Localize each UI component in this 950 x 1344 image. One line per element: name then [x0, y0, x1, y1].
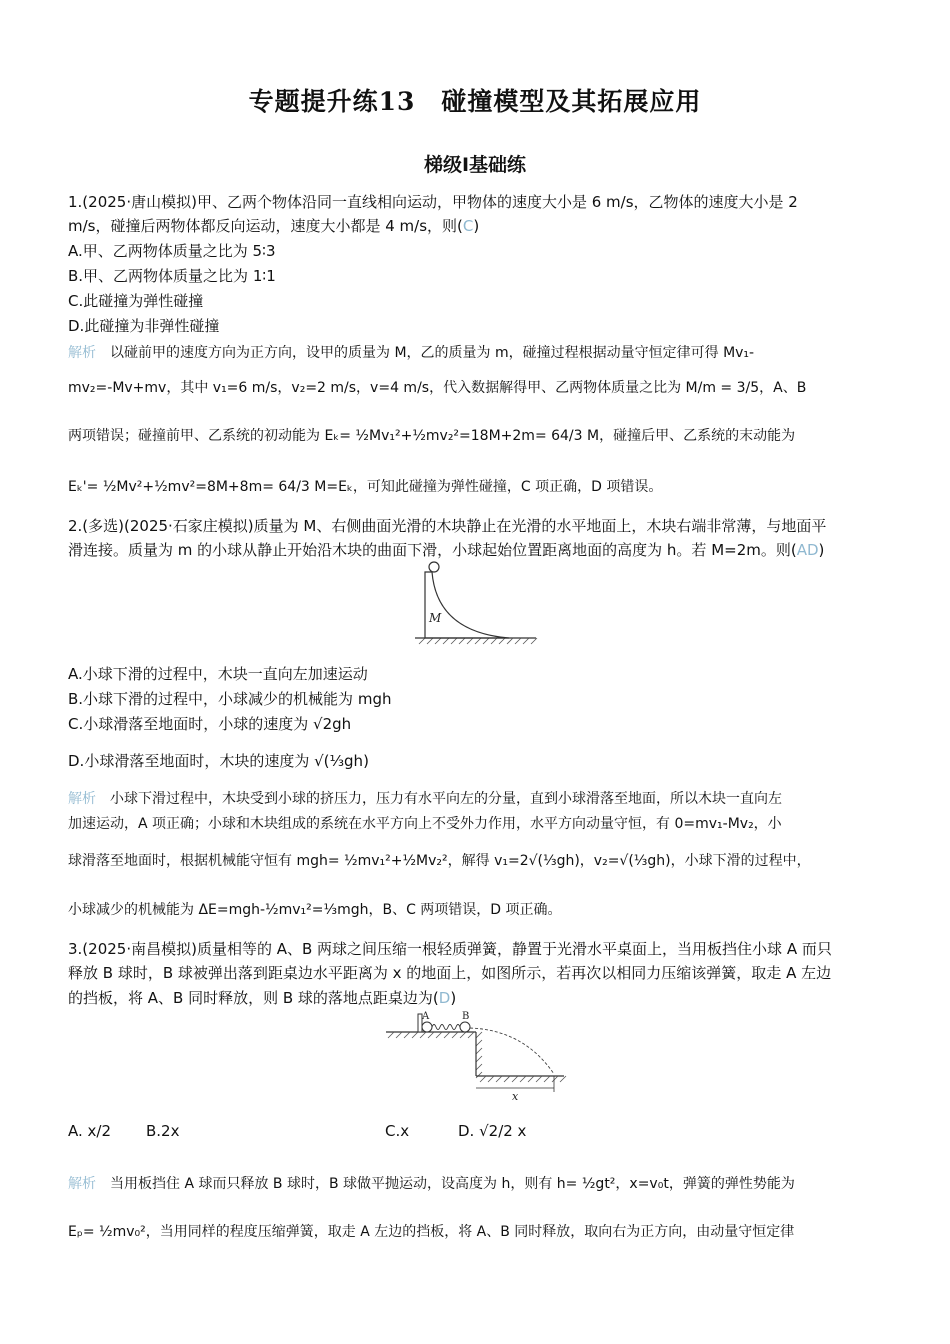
q1-option-d: D.此碰撞为非弹性碰撞 — [68, 317, 220, 335]
q1-stem-line-2: m/s，碰撞后两物体都反向运动，速度大小都是 4 m/s，则(C) — [68, 217, 480, 235]
q3-figure-label-x: x — [512, 1090, 519, 1103]
page-title: 专题提升练13 碰撞模型及其拓展应用 — [248, 87, 702, 116]
q1-stem-line-1: 1.(2025·唐山模拟)甲、乙两个物体沿同一直线相向运动，甲物体的速度大小是 6 m/s，乙物体的速度大小是 2 — [68, 193, 798, 211]
q2-analysis-line-1: 解析 小球下滑过程中，木块受到小球的挤压力，压力有水平向左的分量，直到小球滑落至地面，所以木块一直向左 — [68, 791, 782, 807]
q3-figure-spring-table — [384, 1008, 569, 1104]
q2-figure-label-m: M — [429, 611, 442, 625]
q2-option-d: D.小球滑落至地面时，木块的速度为 √(⅓gh) — [68, 752, 369, 770]
q2-analysis-line-2: 加速运动，A 项正确；小球和木块组成的系统在水平方向上不受外力作用，水平方向动量守恒，有 0=mv₁-Mv₂，小 — [68, 816, 782, 832]
q2-option-a: A.小球下滑的过程中，木块一直向左加速运动 — [68, 665, 368, 683]
q1-option-b: B.甲、乙两物体质量之比为 1∶1 — [68, 267, 276, 285]
q2-analysis-label: 解析 — [68, 791, 96, 807]
q3-stem-line-2: 释放 B 球时，B 球被弹出落到距桌边水平距离为 x 的地面上，如图所示，若再次以相同力压缩该弹簧，取走 A 左边 — [68, 964, 832, 982]
q1-analysis-label: 解析 — [68, 345, 96, 361]
q2-stem-line-1: 2.(多选)(2025·石家庄模拟)质量为 M、右侧曲面光滑的木块静止在光滑的水平地面上，木块右端非常薄，与地面平 — [68, 517, 827, 535]
q1-option-c: C.此碰撞为弹性碰撞 — [68, 292, 204, 310]
q2-option-c: C.小球滑落至地面时，小球的速度为 √2gh — [68, 715, 352, 733]
section-heading: 梯级Ⅰ基础练 — [423, 154, 527, 176]
q3-analysis-line-1: 解析 当用板挡住 A 球而只释放 B 球时，B 球做平抛运动，设高度为 h，则有 h= ½gt²，x=v₀t，弹簧的弹性势能为 — [68, 1176, 795, 1192]
q2-analysis-line-4: 小球减少的机械能为 ΔE=mgh-½mv₁²=⅓mgh，B、C 两项错误，D 项正确。 — [68, 902, 562, 918]
q1-analysis-line-3: 两项错误；碰撞前甲、乙系统的初动能为 Eₖ= ½Mv₁²+½mv₂²=18M+2m= 64/3 M，碰撞后甲、乙系统的末动能为 — [68, 428, 796, 444]
q1-answer: C — [462, 217, 474, 235]
q3-answer: D — [438, 989, 451, 1007]
q3-analysis-label: 解析 — [68, 1176, 96, 1192]
q3-option-b: B.2x — [146, 1122, 180, 1140]
q1-analysis-line-2: mv₂=-Mv+mv，其中 v₁=6 m/s，v₂=2 m/s，v=4 m/s，代入数据解得甲、乙两物体质量之比为 M/m = 3/5，A、B — [68, 380, 807, 396]
q2-analysis-line-3: 球滑落至地面时，根据机械能守恒有 mgh= ½mv₁²+½Mv₂²，解得 v₁=2√(⅓gh)，v₂=√(⅓gh)，小球下滑的过程中， — [68, 853, 811, 869]
q3-analysis-line-2: Eₚ= ½mv₀²，当用同样的程度压缩弹簧，取走 A 左边的挡板，将 A、B 同时释放，取向右为正方向，由动量守恒定律 — [68, 1224, 795, 1240]
q1-analysis-line-4: Eₖ'= ½Mv²+½mv²=8M+8m= 64/3 M=Eₖ，可知此碰撞为弹性碰撞，C 项正确，D 项错误。 — [68, 479, 663, 495]
q2-stem-line-2: 滑连接。质量为 m 的小球从静止开始沿木块的曲面下滑，小球起始位置距离地面的高度为 h。若 M=2m。则(AD) — [68, 541, 825, 559]
q3-option-c: C.x — [385, 1122, 410, 1140]
q3-option-d: D. √2/2 x — [458, 1122, 527, 1140]
q3-figure-label-b: B — [462, 1011, 470, 1022]
q1-analysis-line-1: 解析 以碰前甲的速度方向为正方向，设甲的质量为 M，乙的质量为 m，碰撞过程根据动量守恒定律可得 Mv₁- — [68, 345, 755, 361]
q3-stem-line-1: 3.(2025·南昌模拟)质量相等的 A、B 两球之间压缩一根轻质弹簧，静置于光滑水平桌面上，当用板挡住小球 A 而只 — [68, 940, 832, 958]
q2-answer: AD — [796, 541, 819, 559]
q3-option-a: A. x/2 — [68, 1122, 112, 1140]
q3-stem-line-3: 的挡板，将 A、B 同时释放，则 B 球的落地点距桌边为(D) — [68, 989, 457, 1007]
q2-figure-curved-block — [413, 560, 538, 650]
q1-option-a: A.甲、乙两物体质量之比为 5∶3 — [68, 242, 276, 260]
q2-option-b: B.小球下滑的过程中，小球减少的机械能为 mgh — [68, 690, 392, 708]
q3-figure-label-a: A — [422, 1011, 430, 1022]
